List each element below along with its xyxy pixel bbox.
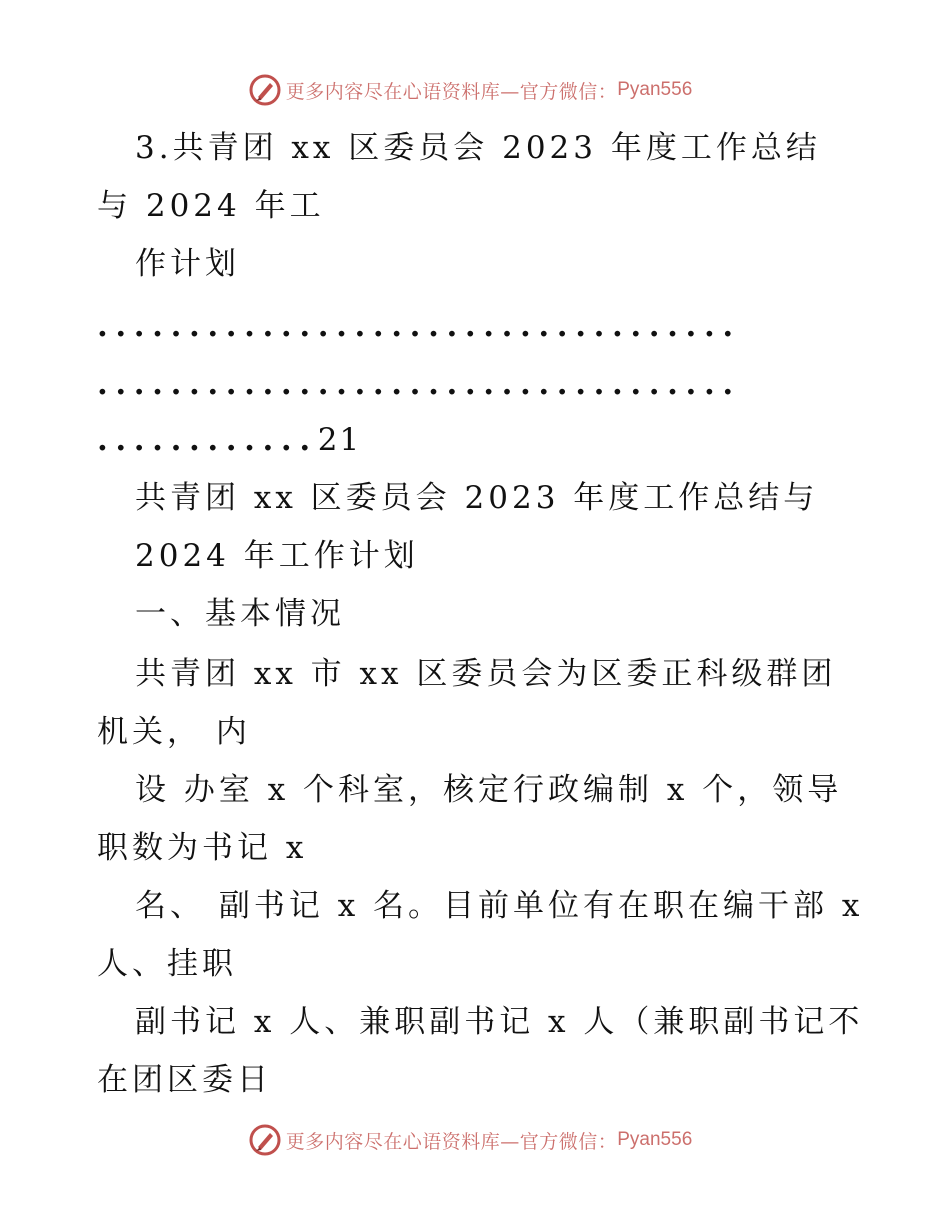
document-heading-line-2: 2024 年工作计划 (135, 538, 419, 574)
pen-logo-icon (248, 73, 282, 107)
document-heading-line-1: 共青团 xx 区委员会 2023 年度工作总结与 (135, 480, 819, 516)
header-watermark (0, 70, 950, 110)
watermark-text: 更多内容尽在心语资料库—官方微信： (285, 1130, 618, 1153)
watermark-wechat-id: Pyan556 (617, 1129, 693, 1150)
toc-title-line-3: 作计划 (135, 246, 240, 282)
watermark-content-bottom (248, 1123, 693, 1157)
pen-logo-icon (248, 1123, 282, 1157)
watermark-content (248, 73, 693, 107)
paragraph-3-line-1: 名、 副书记 x 名。目前单位有在职在编干部 x (135, 888, 864, 924)
toc-leader-dots-3 (97, 420, 361, 460)
footer-watermark (0, 1120, 950, 1160)
paragraph-3-line-2: 人、挂职 (97, 946, 237, 982)
paragraph-4-line-1: 副书记 x 人、兼职副书记 x 人（兼职副书记不 (135, 1004, 864, 1040)
watermark-text: 更多内容尽在心语资料库—官方微信： (285, 80, 618, 103)
toc-leader-dots-2: ................................... (97, 366, 741, 402)
paragraph-4-line-2: 在团区委日 (97, 1062, 272, 1098)
toc-page-number: 21 (317, 422, 362, 458)
paragraph-2-line-2: 职数为书记 x (97, 830, 308, 866)
toc-leader-dots-3-dots: ............ (97, 422, 318, 458)
paragraph-1-line-1: 共青团 xx 市 xx 区委员会为区委正科级群团 (135, 656, 837, 692)
watermark-wechat-id: Pyan556 (617, 79, 693, 100)
toc-leader-dots-1: ................................... (97, 308, 741, 344)
paragraph-1-line-2: 机关， 内 (97, 714, 251, 750)
paragraph-2-line-1: 设 办室 x 个科室，核定行政编制 x 个，领导 (135, 772, 843, 808)
toc-title-line-2: 与 2024 年工 (97, 188, 325, 224)
section-title: 一、基本情况 (135, 596, 345, 632)
toc-title-line-1: 3.共青团 xx 区委员会 2023 年度工作总结 (135, 130, 821, 166)
